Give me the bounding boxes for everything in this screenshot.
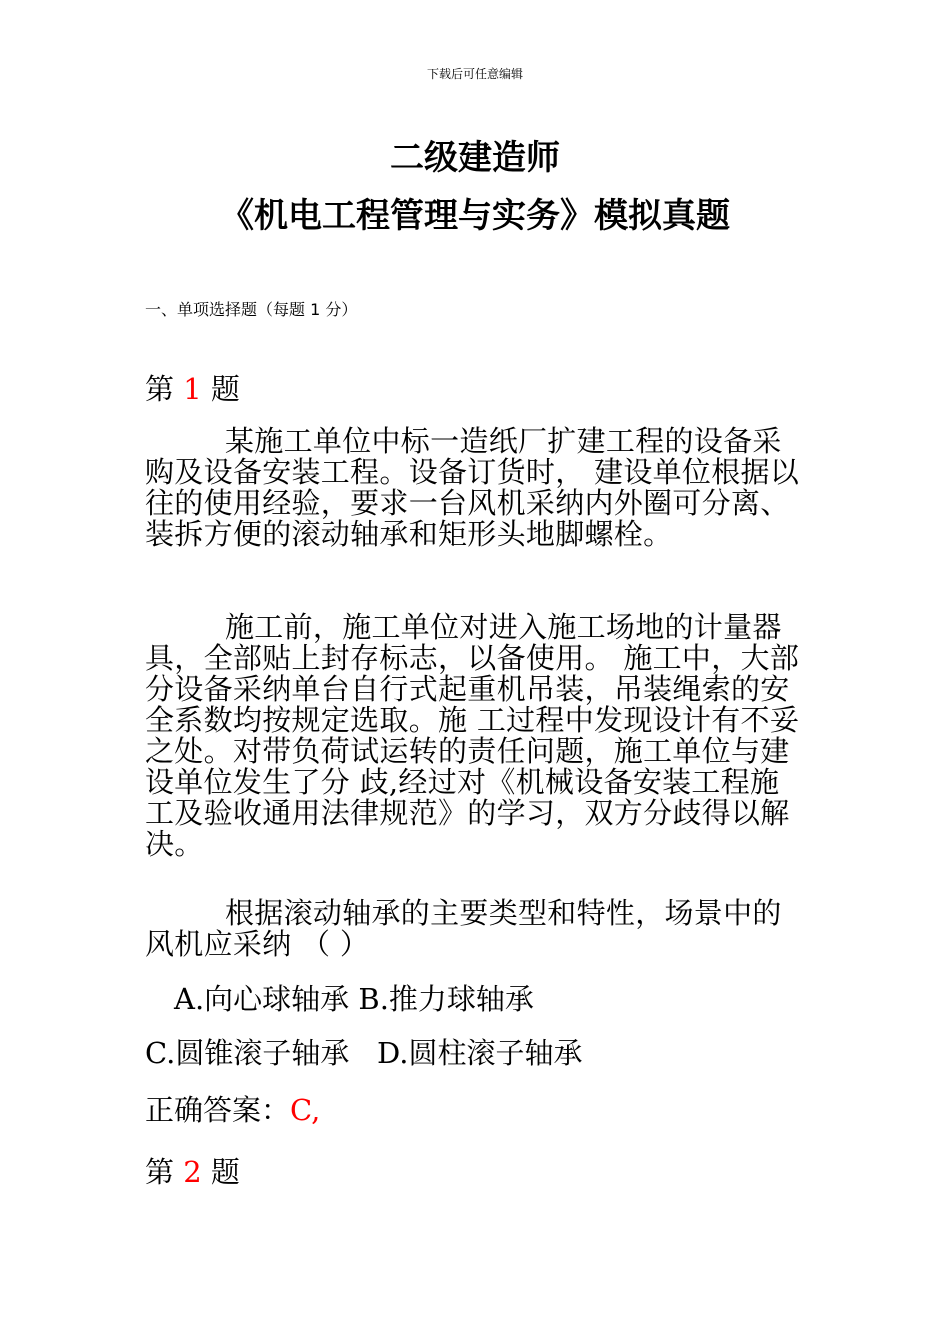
question-prefix: 第 bbox=[145, 1155, 175, 1189]
question-1-heading bbox=[145, 372, 240, 406]
question-suffix: 题 bbox=[210, 372, 240, 406]
question-prefix: 第 bbox=[145, 372, 175, 406]
question-number: 1 bbox=[183, 372, 202, 406]
scenario-paragraph-1: 某施工单位中标一造纸厂扩建工程的设备采购及设备安装工程。设备订货时， 建设单位根据以往的使用经验，要求一台风机采纳内外圈可分离、装拆方便的滚动轴承和矩形头地脚螺栓。 bbox=[145, 424, 800, 551]
question-stem: 根据滚动轴承的主要类型和特性，场景中的风机应采纳 （ ） bbox=[145, 896, 782, 961]
options-row-2: C.圆锥滚子轴承 D.圆柱滚子轴承 bbox=[145, 1036, 583, 1070]
scenario-paragraph-2: 施工前，施工单位对进入施工场地的计量器具，全部贴上封存标志，以备使用。 施工中，大部分设备采纳单台自行式起重机吊装，吊装绳索的安全系数均按规定选取。施 工过程中发现设计有不妥之处。对带负荷试运转的责任问题，施工单位与建设单位发生了分 歧,经过对《机械设备安装工程施工及验收通用法律规范》的学习，双方分歧得以解决。 bbox=[145, 610, 800, 861]
answer-label: 正确答案： bbox=[145, 1093, 291, 1127]
question-number: 2 bbox=[183, 1155, 202, 1189]
options-row-1: A.向心球轴承 B.推力球轴承 bbox=[174, 982, 534, 1016]
header-note: 下载后可任意编辑 bbox=[426, 67, 523, 81]
document-subtitle: 《机电工程管理与实务》模拟真题 bbox=[220, 196, 730, 236]
answer-line bbox=[145, 1093, 320, 1127]
document-title: 二级建造师 bbox=[390, 138, 560, 178]
answer-value: C, bbox=[290, 1093, 321, 1127]
section-heading: 一、单项选择题（每题 1 分） bbox=[145, 300, 358, 319]
question-2-heading bbox=[145, 1155, 240, 1189]
question-suffix: 题 bbox=[210, 1155, 240, 1189]
